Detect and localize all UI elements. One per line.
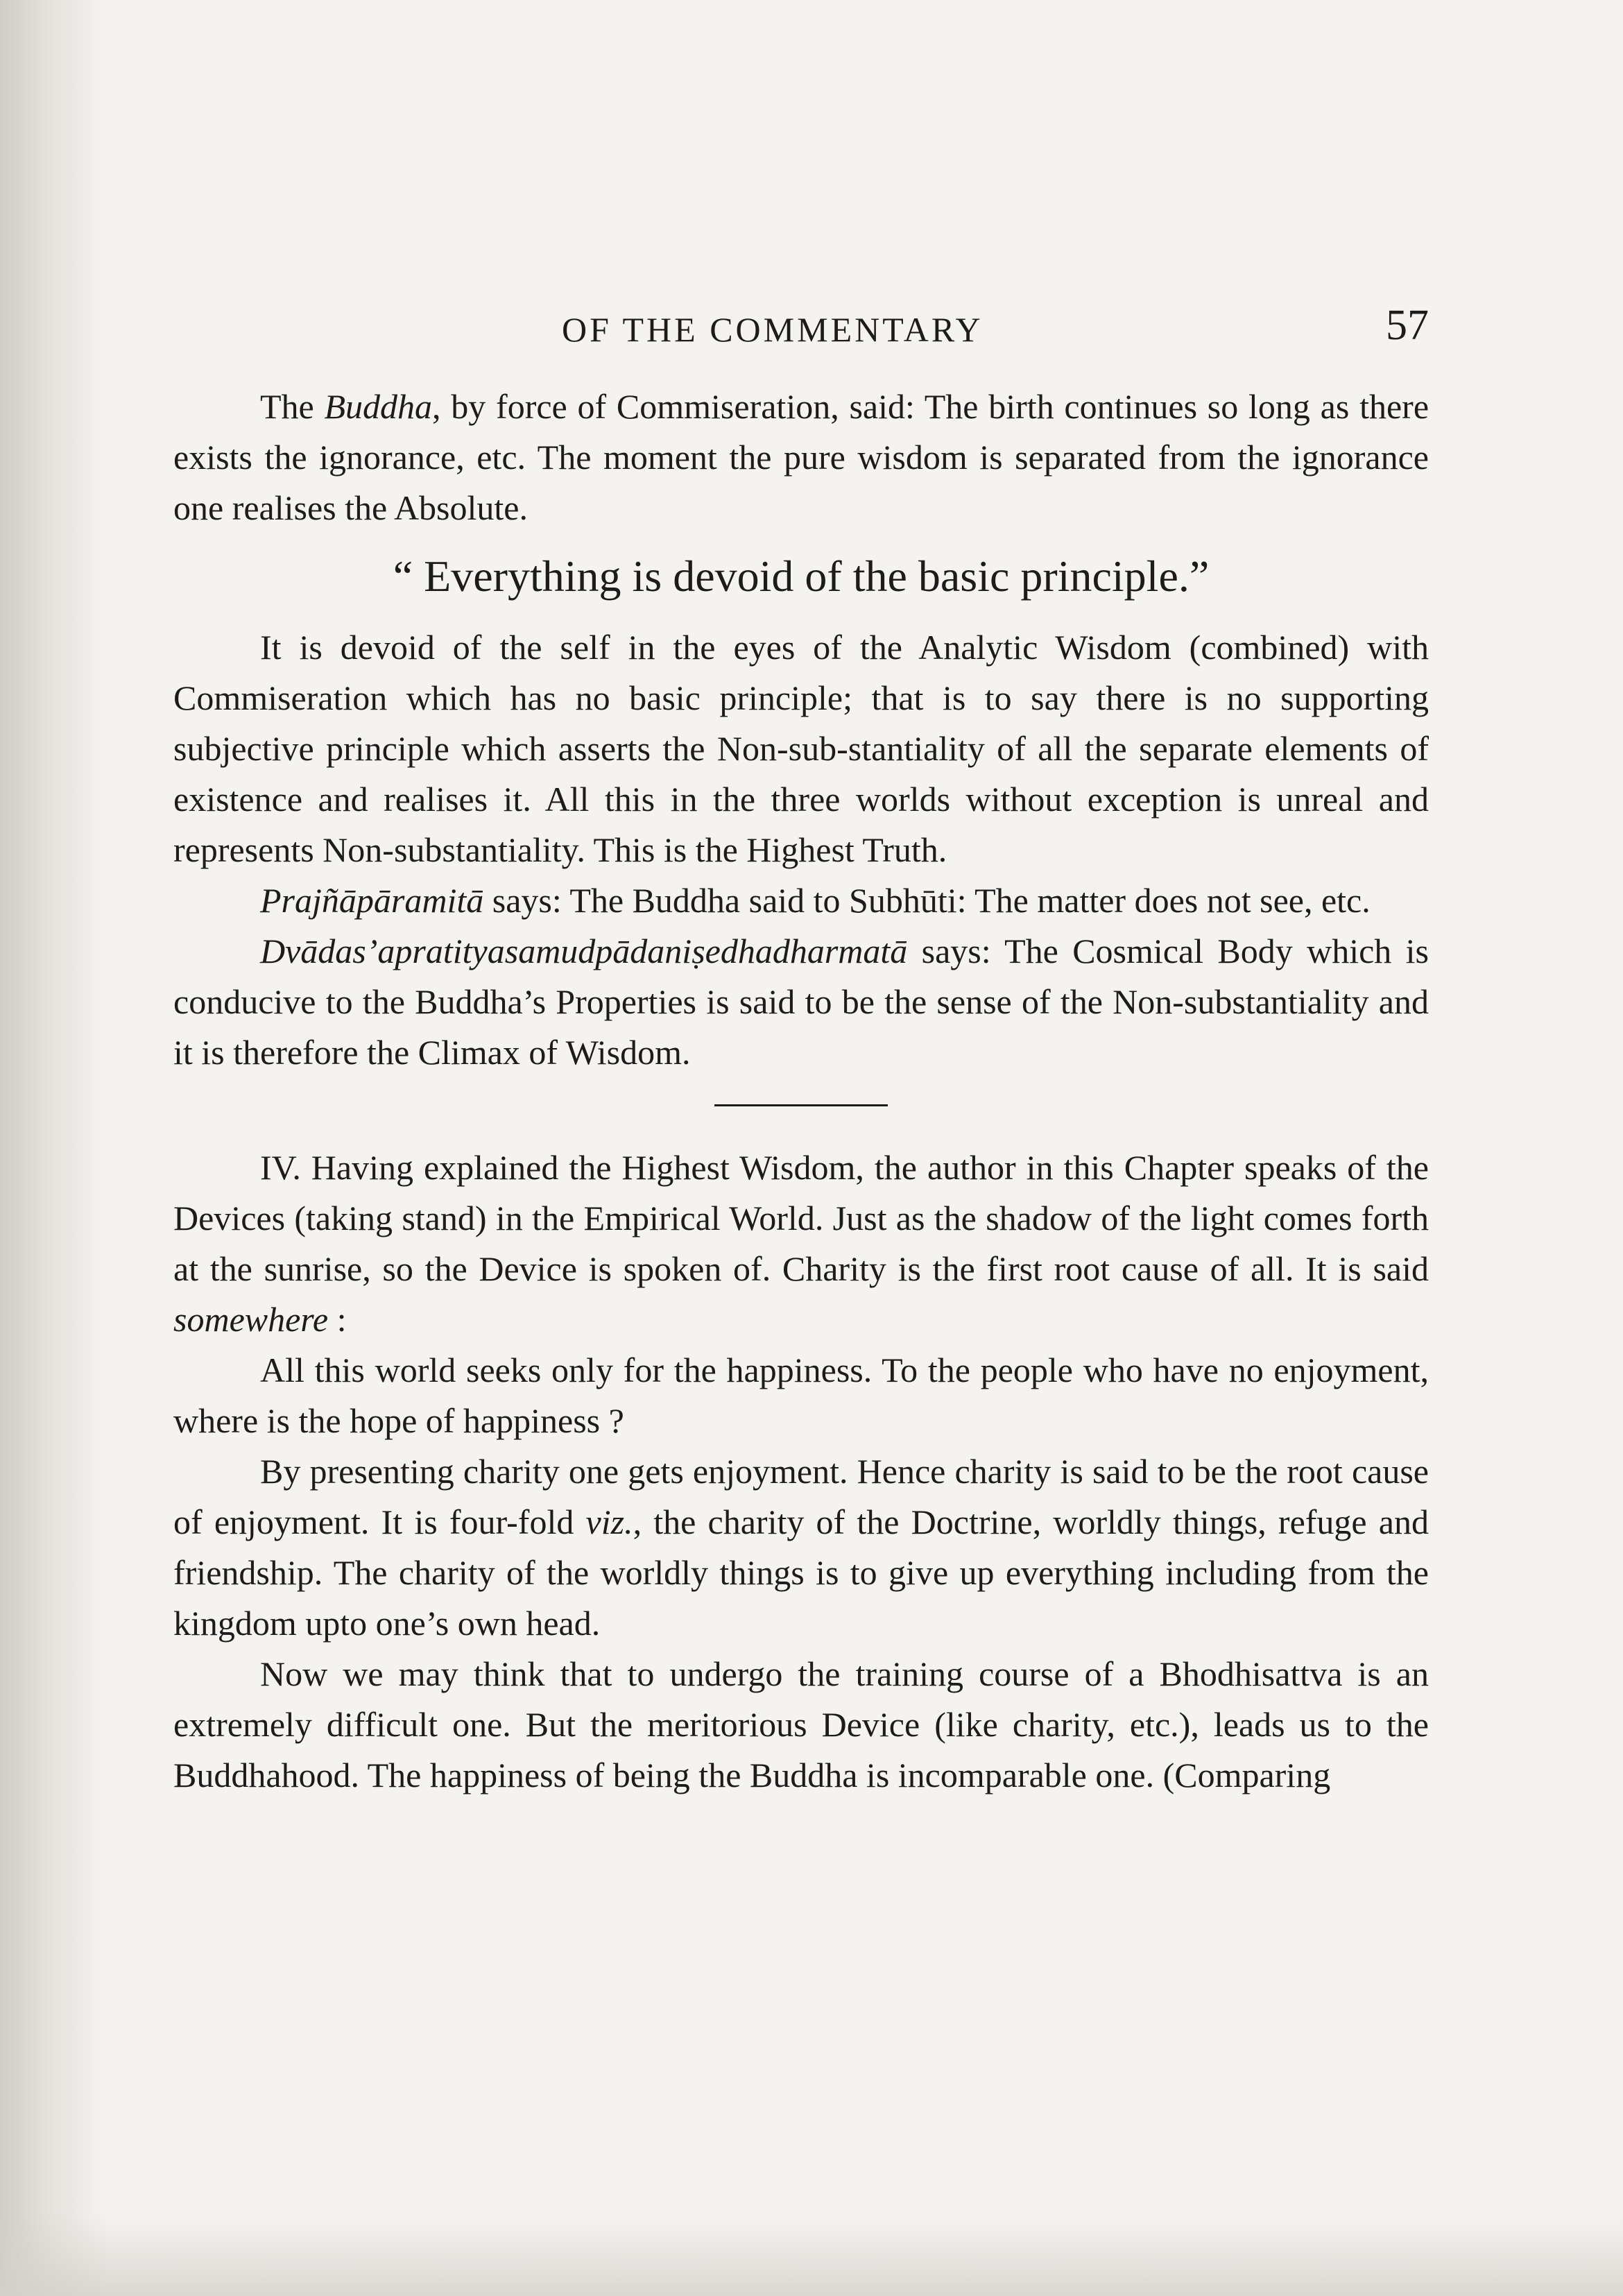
paragraph-5-end: : <box>328 1300 347 1339</box>
paragraph-8: Now we may think that to undergo the training course of a Bhodhisattva is an extremely difficult one. But the meritorious Device (like charity, etc.), leads us to the Buddhahood. The happiness of being the Buddha is incomparable one. (Comparing <box>173 1654 1429 1794</box>
page-number: 57 <box>1386 302 1429 349</box>
section-divider <box>714 1104 888 1106</box>
paragraph-6: All this world seeks only for the happiness. To the people who have no enjoyment, where is the hope of happiness ? <box>173 1351 1429 1440</box>
running-head: OF THE COMMENTARY <box>562 310 984 349</box>
paragraph-5-emphasis: somewhere <box>173 1300 329 1339</box>
paragraph-7-emphasis: viz. <box>585 1502 633 1541</box>
paragraph-4 <box>173 926 1429 1078</box>
paragraph-3-text: says: The Buddha said to Subhūti: The matter does not see, etc. <box>483 881 1371 920</box>
page-bottom-shadow <box>0 2213 1623 2296</box>
paragraph-1-text: The Buddha, by force of Commiseration, said: The birth continues so long as there exists the ignorance, etc. The moment the pure wisdom is separated from the ignorance one realises the Absolute. <box>173 387 1429 527</box>
body-text <box>173 382 1429 1801</box>
work-title-prajnaparamita: Prajñāpāramitā <box>260 881 484 920</box>
paragraph-1 <box>173 382 1429 533</box>
section-heading-quote: “ Everything is devoid of the basic principle.” <box>393 551 1210 601</box>
paragraph-7 <box>173 1446 1429 1649</box>
paragraph-2: It is devoid of the self in the eyes of the Analytic Wisdom (combined) with Commiseration which has no basic principle; that is to say there is no supporting subjective principle which asserts the Non-sub-stantiality of all the separate elements of existence and realises it. All this in the three worlds without exception is unreal and represents Non-substantiality. This is the Highest Truth. <box>173 628 1429 869</box>
work-title-dvadasa: Dvādas’apratityasamudpādaniṣedhadharmatā <box>260 932 908 970</box>
paragraph-5 <box>173 1142 1429 1345</box>
paragraph-5-text: IV. Having explained the Highest Wisdom, the author in this Chapter speaks of the Devices (taking stand) in the Empirical World. Just as the shadow of the light comes forth at the sunrise, so the Device is spoken of. Charity is the first root cause of all. It is said <box>173 1148 1429 1288</box>
page-edge-shadow <box>0 0 104 2296</box>
term-buddha: Buddha <box>324 387 433 426</box>
page-header <box>173 298 1429 361</box>
paragraph-7-text: By presenting charity one gets enjoyment. Hence charity is said to be the root cause of enjoyment. It is four-fold <box>173 1452 1429 1541</box>
paragraph-4-text: says: The Cosmical Body which is conducive to the Buddha’s Properties is said to be the sense of the Non-substantiality and it is therefore the Climax of Wisdom. <box>173 932 1429 1072</box>
paragraph-7-end: , the charity of the Doctrine, worldly things, refuge and friendship. The charity of the worldly things is to give up everything including from the kingdom upto one’s own head. <box>173 1502 1429 1643</box>
paragraph-3 <box>173 875 1429 926</box>
